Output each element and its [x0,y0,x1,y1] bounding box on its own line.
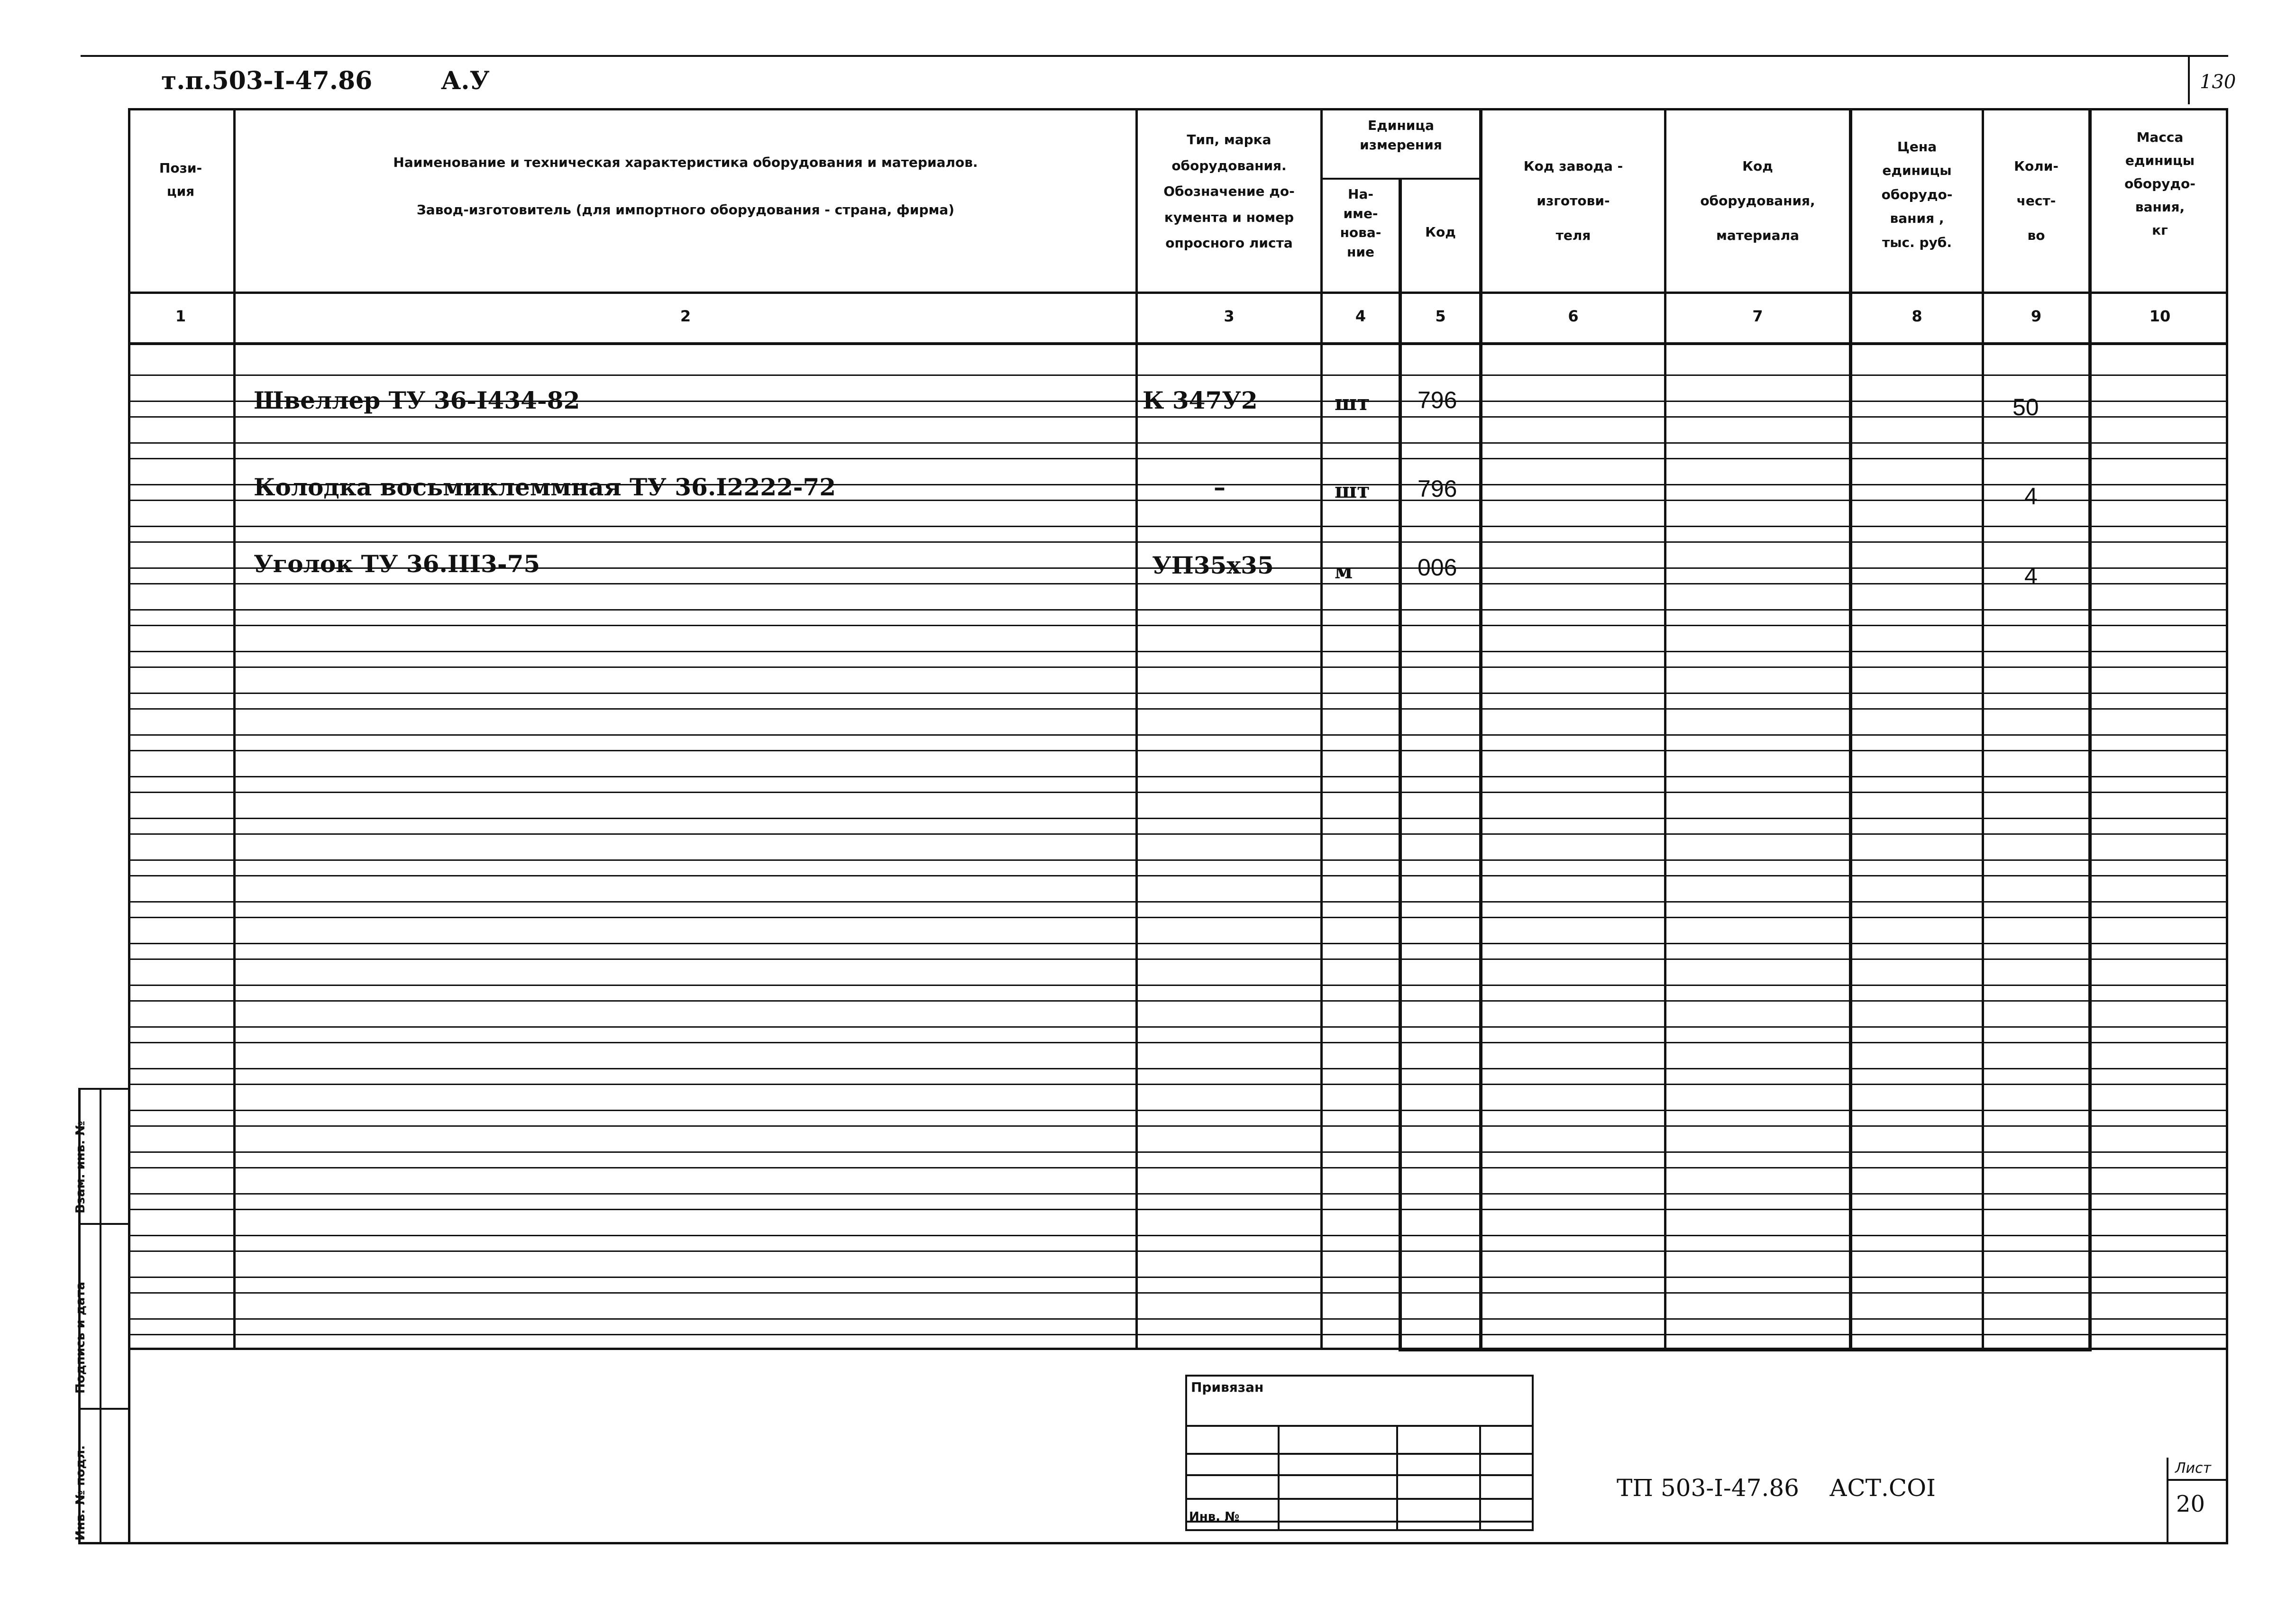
table-row-rule [128,943,2228,944]
row-1-name: Швеллер ТУ 36-I434-82 [254,386,580,414]
row-3-name: Уголок ТУ 36.III3-75 [254,550,540,578]
colnum-4: 4 [1355,307,1366,325]
table-row-rule [128,875,2228,876]
table-row-rule [128,1235,2228,1236]
header-unit-group: Единица измерения [1360,118,1442,153]
row-3-qty: 4 [2024,563,2038,589]
table-row-rule [128,958,2228,960]
page-number-handwritten: 130 [2200,71,2236,93]
table-row-rule [128,734,2228,736]
stamp-inv: Инв. № [1189,1510,1240,1524]
row-2-unit: шт [1335,479,1370,503]
sheet-label: Лист [2175,1460,2212,1477]
table-row-rule [128,416,2228,418]
bottom-frame-right [2226,1350,2228,1544]
header-quantity: Коли- чест- во [2014,158,2058,243]
table-row-rule [128,1292,2228,1294]
doc-code: ТП 503-I-47.86 АСТ.СОI [1617,1474,1936,1502]
table-row-rule [128,1125,2228,1127]
row-3-type: УП35х35 [1152,551,1274,579]
row-2-type: – [1214,473,1226,501]
table-row-rule [128,1000,2228,1002]
table-row-rule [128,776,2228,777]
sheet-number: 20 [2176,1491,2205,1517]
table-row-rule [128,917,2228,918]
row-2-name: Колодка восьмиклеммная ТУ 36.I2222-72 [254,473,836,501]
main-table-frame [128,108,2228,1350]
colnum-6: 6 [1568,307,1579,325]
table-row-rule [128,666,2228,668]
bottom-frame-bottom [78,1542,2228,1544]
table-row-rule [128,541,2228,543]
table-row-rule [128,833,2228,835]
table-row-rule [128,1110,2228,1111]
row-3-code: 006 [1418,554,1457,581]
table-row-rule [128,1026,2228,1028]
header-unit-code: Код [1425,224,1456,240]
table-row-rule [128,792,2228,793]
colnum-9: 9 [2031,307,2042,325]
table-row-rule [128,1042,2228,1043]
header-unit-name: На- име- нова- ние [1340,186,1381,260]
table-row-rule [128,1084,2228,1085]
row-1-code: 796 [1418,387,1457,413]
header-equipment-code: Код оборудования, материала [1700,158,1815,243]
side-label-original: Инв. № подл. [73,1445,88,1541]
table-row-rule [128,693,2228,694]
table-row-rule [128,609,2228,611]
colnum-7: 7 [1752,307,1763,325]
table-row-rule [128,458,2228,459]
row-3-unit: м [1335,559,1353,584]
colnum-10: 10 [2149,307,2171,325]
table-row-rule [128,442,2228,444]
header-name-line1: Наименование и техническая характеристика оборудования и материалов. [393,155,978,170]
header-position: Пози- ция [159,160,202,199]
row-1-unit: шт [1335,391,1370,415]
table-row-rule [128,818,2228,819]
stamp-privyazan: Привязан [1191,1379,1264,1395]
row-1-qty: 50 [2012,394,2039,420]
table-row-rule [128,1277,2228,1278]
table-row-rule [128,1250,2228,1252]
table-row-rule [128,374,2228,376]
table-row-rule [128,583,2228,584]
bottom-frame-left [128,1350,130,1544]
colnum-8: 8 [1912,307,1922,325]
header-mass: Масса единицы оборудо- вания, кг [2124,129,2195,238]
table-row-rule [128,1167,2228,1168]
colnum-3: 3 [1224,307,1235,325]
row-1-type: К 347У2 [1143,386,1258,414]
colnum-5: 5 [1435,307,1446,325]
table-row-rule [128,1334,2228,1335]
table-row-rule [128,1193,2228,1195]
page-number-divider [2188,57,2190,104]
side-label-replacement: Взам. инв. № [73,1121,88,1213]
header-type: Тип, марка оборудования. Обозначение до- кумента и номер опросного листа [1163,132,1295,251]
row-2-qty: 4 [2024,483,2038,510]
table-row-rule [128,859,2228,861]
side-label-signature: Подпись и дата [73,1281,88,1394]
section-label: А.У [441,66,490,95]
table-row-rule [128,750,2228,751]
colnum-2: 2 [680,307,691,325]
table-row-rule [128,985,2228,986]
table-row-rule [128,901,2228,903]
table-row-rule [128,708,2228,710]
table-row-rule [128,625,2228,626]
table-row-rule [128,1209,2228,1210]
header-price: Цена единицы оборудо- вания , тыс. руб. [1881,139,1953,250]
colnum-1: 1 [175,307,186,325]
header-name-line2: Завод-изготовитель (для импортного оборудования - страна, фирма) [416,202,955,218]
row-2-code: 796 [1418,475,1457,502]
table-row-rule [128,1318,2228,1320]
table-row-rule [128,1068,2228,1069]
top-rule [81,55,2228,57]
table-row-rule [128,526,2228,527]
doc-ref: т.п.503-I-47.86 [161,66,373,95]
table-row-rule [128,1151,2228,1153]
table-row-rule [128,651,2228,652]
header-factory-code: Код завода - изготови- теля [1523,158,1623,243]
